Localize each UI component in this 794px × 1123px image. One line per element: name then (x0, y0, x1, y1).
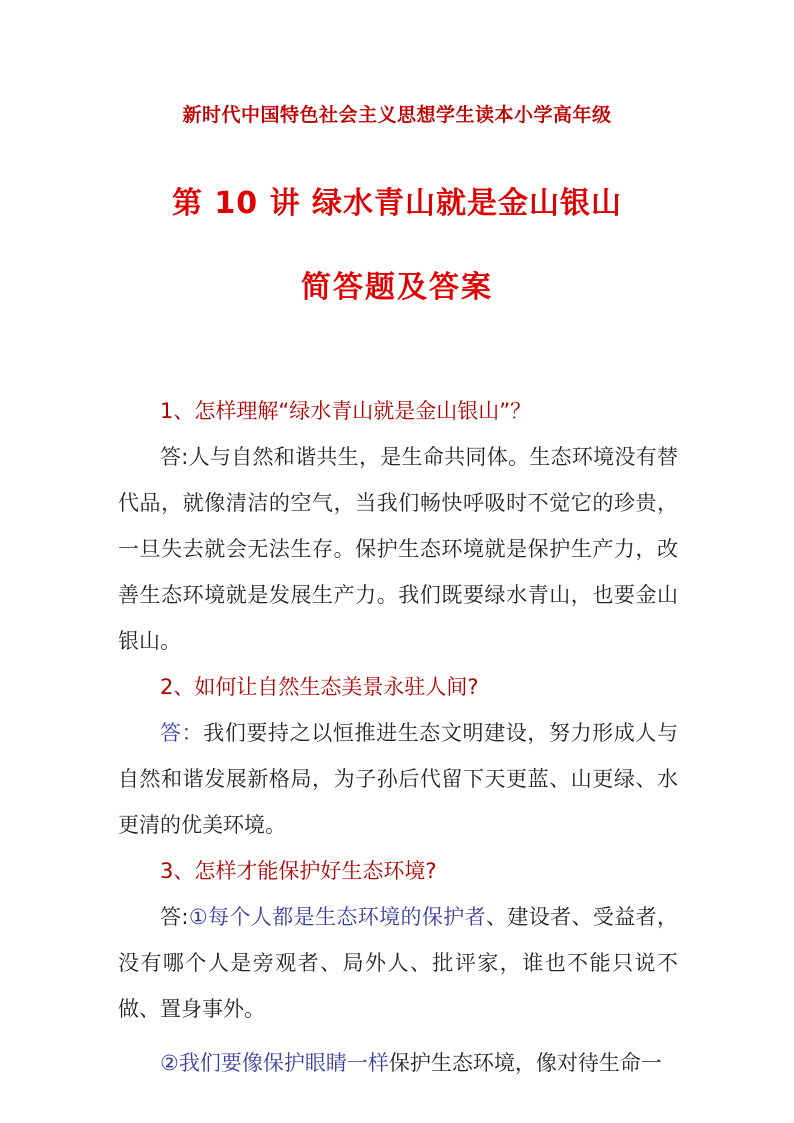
answer-3-point-2-highlight: ②我们要像保护眼睛一样 (160, 1051, 389, 1075)
section-subtitle: 简答题及答案 (301, 270, 493, 305)
answer-2-prefix: 答： (160, 721, 204, 745)
answer-3 (118, 894, 678, 1032)
answer-3-point-2-text: 保护生态环境，像对待生命一 (388, 1051, 662, 1075)
answer-3-point-2 (118, 1040, 678, 1086)
answer-1: 答:人与自然和谐共生，是生命共同体。生态环境没有替代品，就像清洁的空气，当我们畅快呼吸时不觉它的珍贵，一旦失去就会无法生存。保护生态环境就是保护生产力，改善生态环境就是发展生产力。我们既要绿水青山，也要金山银山。 (118, 445, 678, 653)
qa-content (118, 388, 678, 1086)
answer-2-text: 我们要持之以恒推进生态文明建设，努力形成人与自然和谐发展新格局，为子孙后代留下天更蓝、山更绿、水更清的优美环境。 (118, 721, 678, 837)
answer-3-prefix: 答: (160, 905, 189, 929)
book-title: 新时代中国特色社会主义思想学生读本小学高年级 (182, 104, 612, 126)
lesson-title: 第 10 讲 绿水青山就是金山银山 (171, 186, 623, 221)
answer-3-text: 、建设者、受益者，没有哪个人是旁观者、局外人、批评家，谁也不能只说不做、置身事外。 (118, 905, 679, 1021)
answer-2 (118, 710, 678, 848)
answer-3-point-1-highlight: ①每个人都是生态环境的保护者 (188, 905, 486, 929)
question-3: 3、怎样才能保护好生态环境? (160, 859, 437, 883)
question-2: 2、如何让自然生态美景永驻人间? (160, 675, 479, 699)
question-1: 1、怎样理解“绿水青山就是金山银山”？ (160, 399, 532, 423)
